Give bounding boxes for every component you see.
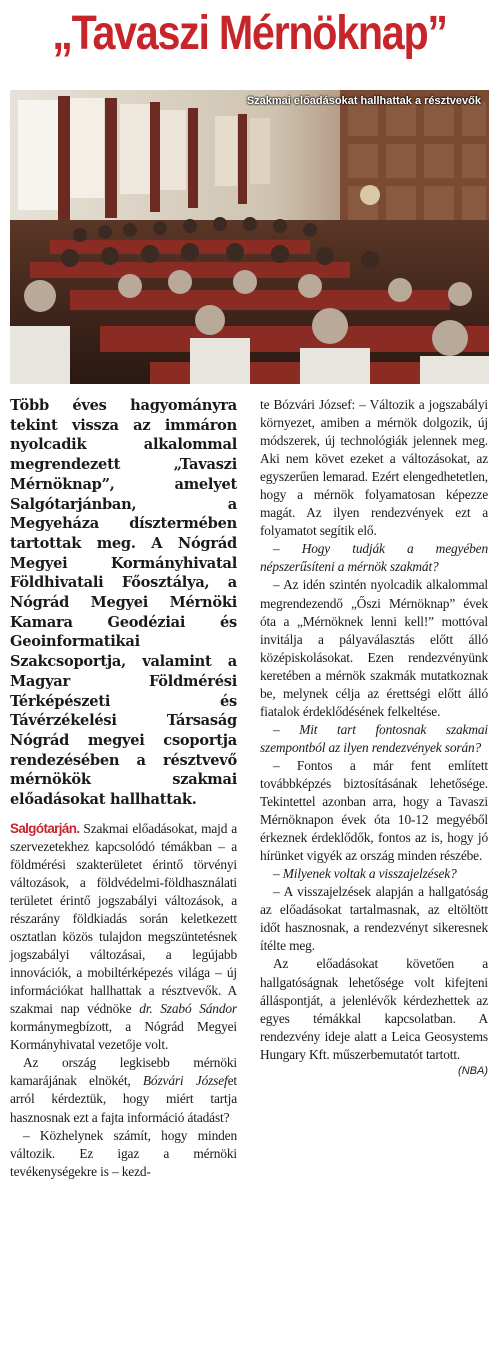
photo-caption: Szakmai előadásokat hallhattak a résztvevők (246, 95, 481, 107)
body-paragraph-2 (10, 1054, 237, 1126)
answer-2: – Fontos a már fent említett továbbképzés biztosításának lehetősége. Tekintettel azonban arra, hogy a Tavaszi Mérnöknapon évek óta 10-12 megyéből érkeznek érdeklődők, fontos az is, hogy jó hírünket vigyék az ország minden részébe. (260, 757, 488, 864)
question-2: – Mit tart fontosnak szakmai szempontból az ilyen rendezvények során? (260, 721, 488, 755)
body-paragraph-3-part-2: te Bózvári József: – Változik a jogszabályi környezet, amiben a mérnök dolgozik, új módszerek, új technológiák jelennek meg. Aki nem követ ezeket a változásokat, az egyszerűen lemarad. Ezért elengedhetetlen, hogy a mérnök folyamatosan képezze magát. Az ilyen rendezvények ezt a folyamatot segítik elő. (260, 397, 488, 539)
question-3: – Milyenek voltak a visszajelzések? (273, 866, 457, 882)
article-headline: „Tavaszi Mérnöknap” (52, 7, 447, 60)
author-signature: (NBA) (458, 1064, 488, 1077)
answer-1: – Az idén szintén nyolcadik alkalommal megrendezendő „Őszi Mérnöknap” évek óta a „Mérnöknek lenni kell!” mottóval invitálja a pályaválasztás előtt álló középiskolásokat. Ezen rendezvényünk keretében a mérnök szakmák mutatkoznak be, melynek célja az érettségi előtt álló fiatalok érdeklődésének felkeltése. (260, 577, 488, 719)
article-column-right (260, 396, 488, 1077)
auditorium-photo-illustration (10, 90, 489, 384)
interviewee-name: Bózvári József (142, 1073, 228, 1089)
body-paragraph-2-start: Az ország legkisebb mérnöki kamarájának elnökét, (10, 1055, 237, 1089)
body-paragraph-2-end: et arról kérdeztük, hogy miért tartja hasznosnak ezt a fajta információ átadást? (10, 1073, 237, 1125)
patron-name: dr. Szabó Sándor (139, 1001, 237, 1017)
question-1: – Hogy tudják a megyében népszerűsíteni a mérnök szakmát? (260, 541, 488, 575)
body-paragraph-3-part-1: – Közhelynek számít, hogy minden változik. Ez igaz a mérnöki tevékenységekre is – kezd- (10, 1127, 237, 1179)
body-paragraph-1-end: kormánymegbízott, a Nógrád Megyei Kormányhivatal vezetője volt. (10, 1019, 237, 1053)
body-paragraph-4: Az előadásokat követően a hallgatóságnak lehetősége volt kifejteni álláspontját, a jelenlévők kérdezhettek az egyes témákkal kapcsolatban. A rendezvény ideje alatt a Leica Geosystems Hungary Kft. műszerbemutatót tartott. (260, 956, 488, 1062)
body-paragraph-1 (10, 820, 237, 1055)
event-photo (10, 90, 489, 384)
article-lead: Több éves hagyományra tekint vissza az immáron nyolcadik alkalommal megrendezett „Tavaszi Mérnöknap”, amelyet Salgótarjánban, a Megyeháza dísztermében tartottak meg. A Nógrád Megyei Kormányhivatal Földhivatali Főosztálya, a Nógrád Megyei Mérnöki Kamara Geodéziai és Geoinformatikai Szakcsoportja, valamint a Magyar Földmérési Térképészeti és Távérzékelési Társaság Nógrád megyei csoportja rendezésében a résztvevő mérnökök szakmai előadásokat hallhattak. (10, 397, 237, 809)
body-paragraph-1-text: Szakmai előadásokat, majd a szervezetekhez kapcsolódó témákban – a földmérési szakterületet érintő törvényi változások, a földvédelmi-földhasználati területet érintő jogszabályi változások, a részarány földkiadás során keletkezett osztatlan közös tulajdon megszüntetésnek jogszabályi változásai, a legújabb innovációk, a mobiltérképezés világa – új információkat hallhattak a résztvevők. A szakmai nap védnöke (10, 820, 237, 1017)
article-column-left (10, 396, 237, 1181)
dateline: Salgótarján. (10, 820, 80, 836)
answer-3: – A visszajelzések alapján a hallgatóság az előadásokat tartalmasnak, az eltöltött időt hasznosnak, a rendezvényt sikeresnek ítélte meg. (260, 884, 488, 954)
